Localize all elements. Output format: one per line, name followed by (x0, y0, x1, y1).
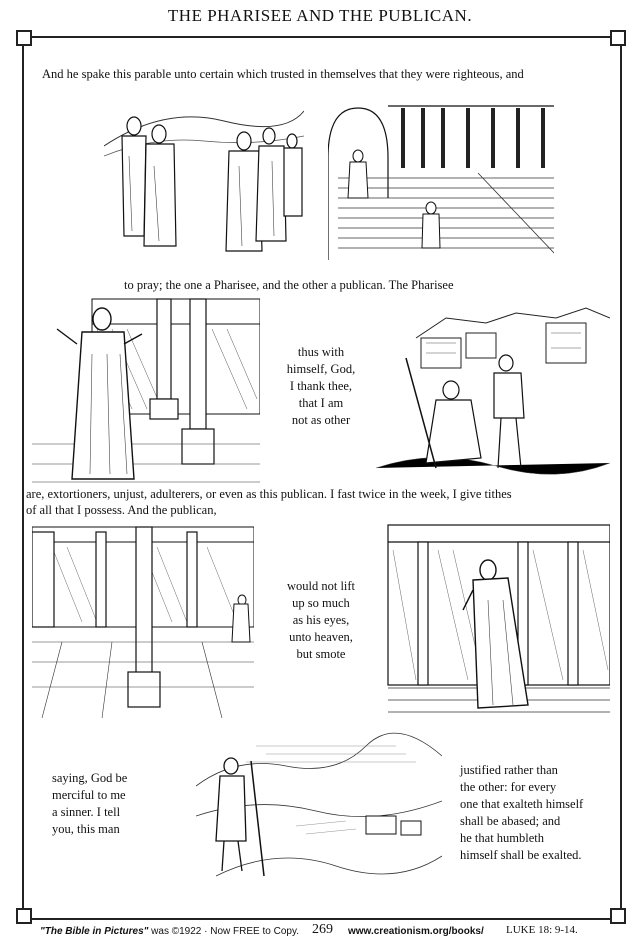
text-line: not as other (291, 413, 351, 427)
illustration-publican-praying (378, 520, 610, 716)
text-line: but smote (296, 647, 346, 661)
text-saying-block (52, 770, 180, 838)
footer-website-link[interactable]: www.creationism.org/books/ (348, 926, 484, 937)
text-line-4: of all that I possess. And the publican, (26, 503, 217, 517)
text-line: shall be abased; and (460, 814, 561, 828)
text-line: would not lift (286, 579, 356, 593)
text-line: that I am (298, 396, 344, 410)
text-line: saying, God be (52, 771, 128, 785)
footer-credit (40, 926, 299, 937)
text-line: himself shall be exalted. (460, 848, 582, 862)
text-line: justified rather than (460, 763, 558, 777)
page-number: 269 (312, 922, 333, 937)
illustration-men-talking (104, 96, 304, 261)
text-thus-with-block (280, 344, 362, 429)
footer-credit-rest: was ©1922 · Now FREE to Copy. (148, 926, 299, 937)
text-line: thus with (297, 345, 345, 359)
text-line: he that humbleth (460, 831, 545, 845)
text-line-2: to pray; the one a Pharisee, and the other a publican. The Pharisee (124, 278, 454, 292)
corner-ornament-bottom-right (610, 908, 626, 924)
text-line: a sinner. I tell (52, 805, 121, 819)
text-line: one that exalteth himself (460, 797, 584, 811)
corner-ornament-bottom-left (16, 908, 32, 924)
page-title: THE PHARISEE AND THE PUBLICAN. (167, 6, 473, 25)
illustration-men-by-ruins (376, 298, 610, 482)
text-line: up so much (292, 596, 350, 610)
illustration-temple-columns (32, 522, 254, 718)
text-line: the other: for every (460, 780, 557, 794)
text-justified-block (460, 762, 610, 864)
corner-ornament-top-right (610, 30, 626, 46)
illustration-temple-steps (328, 98, 554, 260)
illustration-pharisee-praying (32, 294, 260, 486)
text-line: I thank thee, (289, 379, 353, 393)
text-line-3: are, extortioners, unjust, adulterers, or even as this publican. I fast twice in the week, I give tithes (26, 487, 512, 501)
text-line: you, this man (52, 822, 120, 836)
text-line: himself, God, (286, 362, 356, 376)
scripture-reference: LUKE 18: 9-14. (506, 924, 578, 936)
text-line: merciful to me (52, 788, 126, 802)
text-line-1: And he spake this parable unto certain which trusted in themselves that they were righteous, and (42, 67, 524, 81)
text-would-not-lift-block (276, 578, 366, 663)
footer-credit-title: "The Bible in Pictures" (40, 926, 149, 937)
illustration-man-on-hillside (196, 726, 442, 902)
text-line: as his eyes, (292, 613, 350, 627)
text-line: unto heaven, (289, 630, 353, 644)
corner-ornament-top-left (16, 30, 32, 46)
